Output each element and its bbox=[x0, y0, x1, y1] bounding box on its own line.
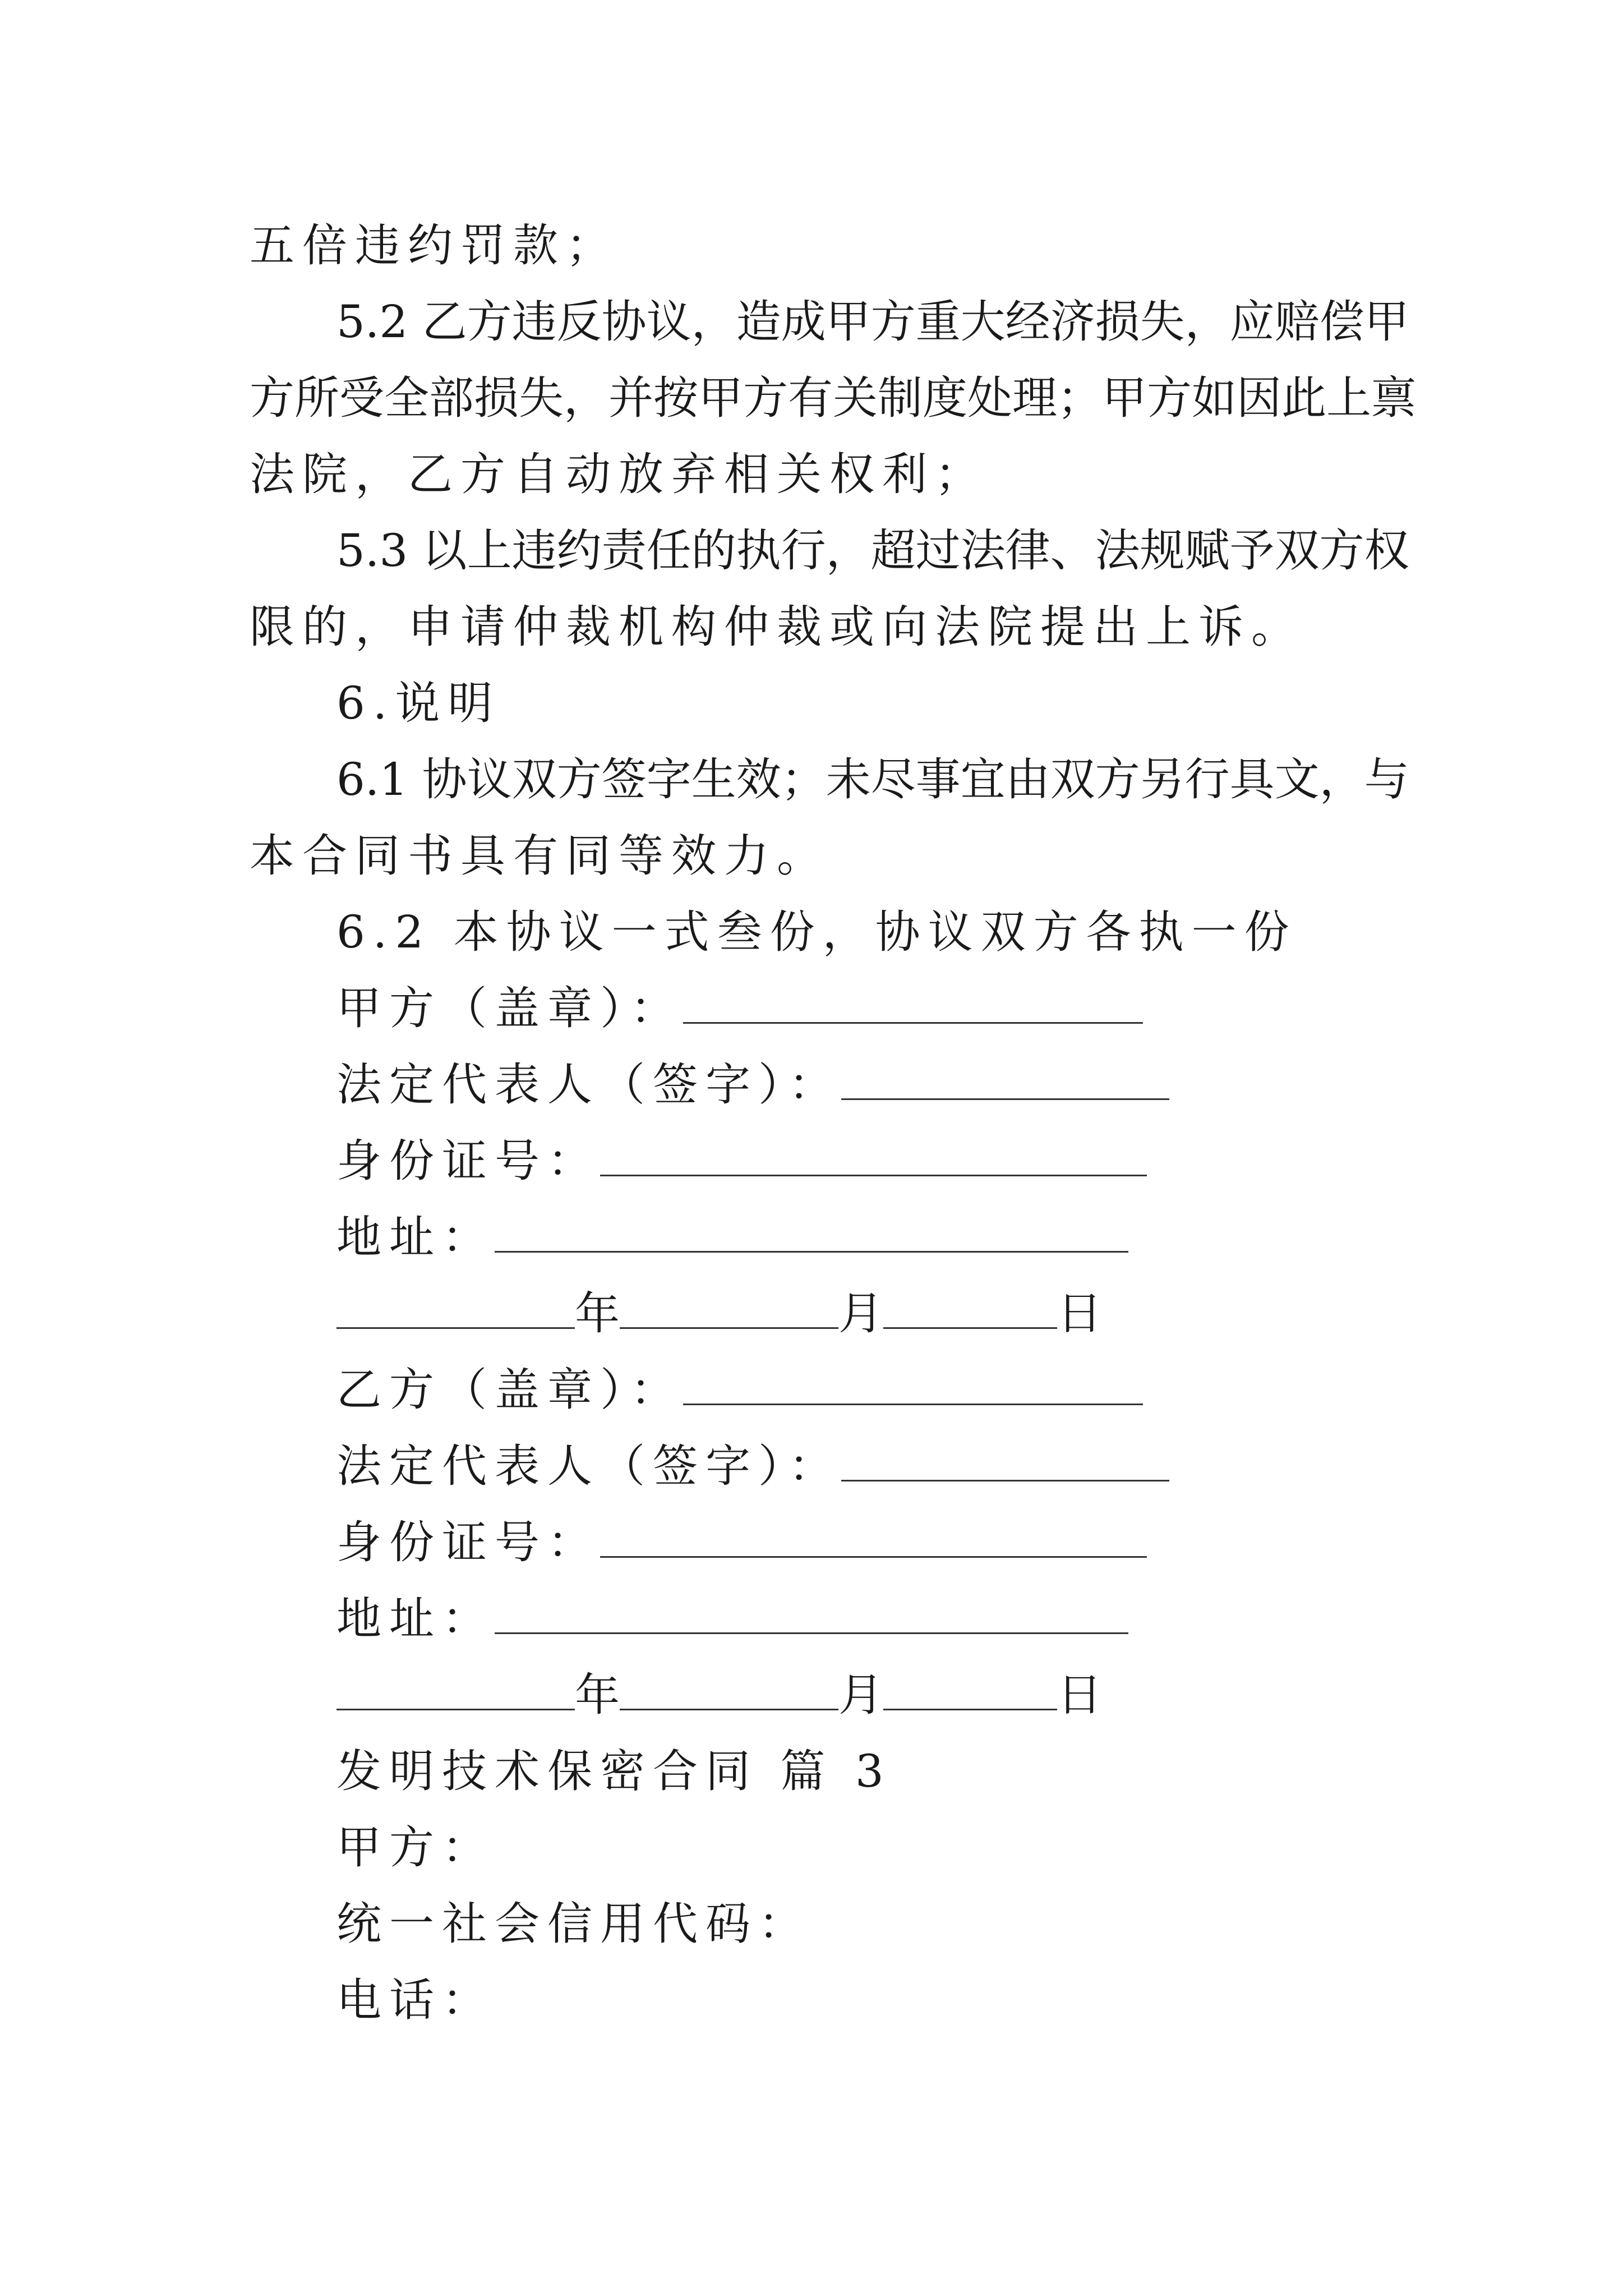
party-a-month-field[interactable] bbox=[620, 1286, 838, 1329]
party-b-rep-row bbox=[336, 1438, 1169, 1494]
text-line: 五倍违约罚款； bbox=[250, 219, 619, 272]
clause-5-2-line-2: 方所受全部损失，并按甲方有关制度处理；甲方如因此上禀 bbox=[250, 372, 1416, 424]
section-3-phone-label: 电话： bbox=[336, 1974, 495, 2026]
clause-5-3-line-1: 5.3 以上违约责任的执行，超过法律、法规赋予双方权 bbox=[336, 524, 1409, 577]
party-b-seal-label: 乙方（盖章）： bbox=[336, 1364, 683, 1416]
party-a-day-field[interactable] bbox=[883, 1286, 1057, 1329]
day-label: 日 bbox=[1057, 1669, 1102, 1721]
clause-5-3-line-2: 限的，申请仲裁机构仲裁或向法院提出上诉。 bbox=[250, 601, 1304, 653]
party-a-id-row bbox=[336, 1133, 1147, 1189]
party-b-id-field[interactable] bbox=[600, 1515, 1147, 1558]
party-b-date-row bbox=[336, 1667, 1102, 1723]
party-a-rep-row bbox=[336, 1057, 1169, 1113]
clause-5-2-line-1: 5.2 乙方违反协议，造成甲方重大经济损失，应赔偿甲 bbox=[336, 296, 1409, 348]
party-b-address-field[interactable] bbox=[495, 1591, 1128, 1634]
party-b-id-row bbox=[336, 1515, 1147, 1571]
party-b-month-field[interactable] bbox=[620, 1667, 838, 1710]
month-label: 月 bbox=[838, 1287, 883, 1340]
party-b-rep-label: 法定代表人（签字）： bbox=[336, 1440, 841, 1492]
party-b-year-field[interactable] bbox=[336, 1667, 575, 1710]
party-a-seal-field[interactable] bbox=[683, 981, 1143, 1024]
party-b-day-field[interactable] bbox=[883, 1667, 1057, 1710]
clause-5-2-line-3: 法院，乙方自动放弃相关权利； bbox=[250, 448, 988, 500]
day-label: 日 bbox=[1057, 1287, 1102, 1340]
section-3-credit-code-label: 统一社会信用代码： bbox=[336, 1898, 811, 1950]
party-a-id-field[interactable] bbox=[600, 1133, 1147, 1176]
party-b-seal-field[interactable] bbox=[683, 1362, 1143, 1405]
party-a-year-field[interactable] bbox=[336, 1286, 575, 1329]
party-b-rep-field[interactable] bbox=[841, 1438, 1169, 1481]
party-a-address-row bbox=[336, 1209, 1128, 1266]
party-b-id-label: 身份证号： bbox=[336, 1516, 600, 1568]
section-3-title: 发明技术保密合同 篇 3 bbox=[336, 1745, 892, 1797]
party-a-address-field[interactable] bbox=[495, 1209, 1128, 1253]
year-label: 年 bbox=[575, 1287, 620, 1340]
clause-6-1-line-2: 本合同书具有同等效力。 bbox=[250, 830, 829, 882]
party-a-rep-label: 法定代表人（签字）： bbox=[336, 1059, 841, 1111]
party-a-date-row bbox=[336, 1286, 1102, 1342]
party-b-address-label: 地址： bbox=[336, 1593, 495, 1645]
party-a-id-label: 身份证号： bbox=[336, 1135, 600, 1187]
year-label: 年 bbox=[575, 1669, 620, 1721]
clause-6-1-line-1: 6.1 协议双方签字生效；未尽事宜由双方另行具文，与 bbox=[336, 753, 1409, 806]
party-a-address-label: 地址： bbox=[336, 1211, 495, 1263]
section-6-heading: 6.说明 bbox=[336, 677, 501, 729]
section-3-party-a-label: 甲方： bbox=[336, 1821, 495, 1874]
party-b-seal-row bbox=[336, 1362, 1143, 1418]
party-b-address-row bbox=[336, 1591, 1128, 1647]
clause-6-2: 6.2 本协议一式叁份，协议双方各执一份 bbox=[336, 906, 1297, 958]
month-label: 月 bbox=[838, 1669, 883, 1721]
party-a-rep-field[interactable] bbox=[841, 1057, 1169, 1100]
party-a-seal-row bbox=[336, 981, 1143, 1037]
party-a-seal-label: 甲方（盖章）： bbox=[336, 982, 683, 1034]
